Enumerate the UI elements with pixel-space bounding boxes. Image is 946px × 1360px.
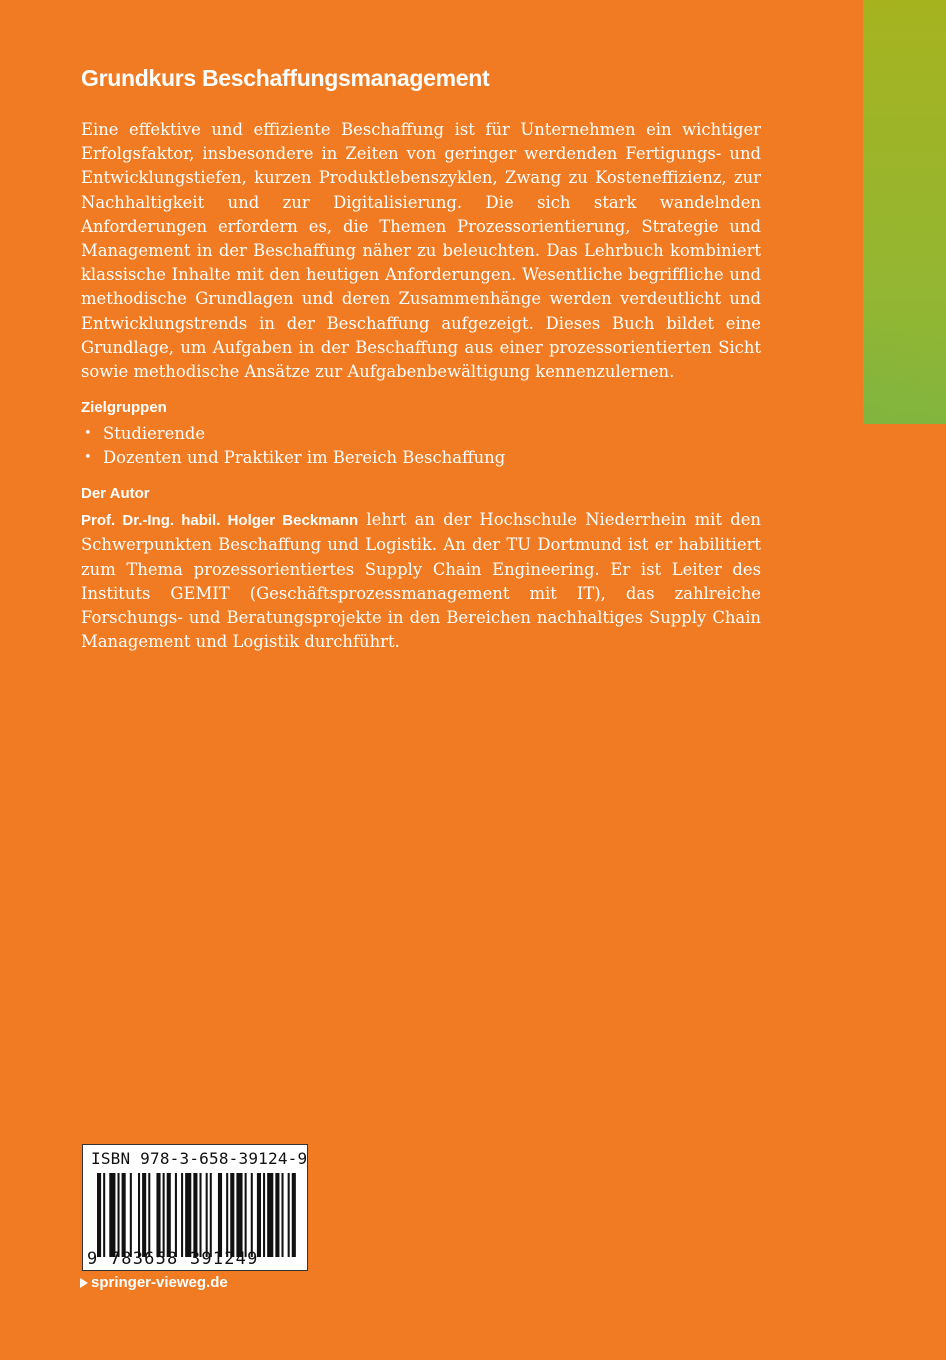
author-bio	[81, 508, 761, 654]
barcode-bar	[175, 1173, 177, 1257]
barcode-bar	[275, 1173, 279, 1257]
barcode-bars	[97, 1173, 297, 1257]
barcode-bar	[218, 1173, 222, 1257]
barcode-bar	[292, 1173, 296, 1257]
barcode-bar	[257, 1173, 261, 1257]
barcode-bar	[206, 1173, 208, 1257]
barcode-bar	[130, 1173, 132, 1257]
list-item: • Dozenten und Praktiker im Bereich Beschaffung	[81, 446, 761, 470]
barcode-bar	[282, 1173, 284, 1257]
back-cover-content	[81, 62, 761, 654]
barcode-bar	[167, 1173, 171, 1257]
barcode-bar	[230, 1173, 234, 1257]
barcode-bar	[193, 1173, 197, 1257]
isbn-label: ISBN 978-3-658-39124-9	[91, 1149, 308, 1168]
barcode-bar	[156, 1173, 160, 1257]
barcode-bar	[138, 1173, 140, 1257]
barcode-bar	[263, 1173, 265, 1257]
ean-digits: 9 783658 391249	[87, 1249, 259, 1269]
barcode-bar	[267, 1173, 273, 1257]
barcode-bar	[288, 1173, 290, 1257]
author-bio-text: lehrt an der Hochschule Niederrhein mit den Schwerpunkten Beschaffung und Logistik. An der TU Dortmund ist er habilitiert zum Thema prozessorientiertes Supply Chain Engineering. Er ist Leiter des Instituts GEMIT (Geschäftsprozessmanagement mit IT), das zahlreiche Forschungs- und Beratungsprojekte in den Bereichen nachhaltiges Supply Chain Management und Logistik durchführt.	[81, 510, 761, 652]
book-description: Eine effektive und effiziente Beschaffung ist für Unternehmen ein wichtiger Erfolgsfaktor, insbesondere in Zeiten von geringer werdenden Fertigungs- und Entwicklungstiefen, kurzen Produktlebenszyklen, Zwang zu Kosteneffizienz, zur Nachhaltigkeit und zur Digitalisierung. Die sich stark wandelnden Anforderungen erfordern es, die Themen Prozessorientierung, Strategie und Management in der Beschaffung näher zu beleuchten. Das Lehrbuch kombiniert klassische Inhalte mit den heutigen Anforderungen. Wesentliche begriffliche und methodische Grundlagen und deren Zusammenhänge werden verdeutlicht und Entwicklungstrends in der Beschaffung aufgezeigt. Dieses Buch bildet eine Grundlage, um Aufgaben in der Beschaffung aus einer prozessorientierten Sicht sowie methodische Ansätze zur Aufgabenbewältigung kennenzulernen.	[81, 120, 761, 382]
barcode-bar	[97, 1173, 101, 1257]
barcode-bar	[210, 1173, 212, 1257]
target-groups-heading: Zielgruppen	[81, 399, 167, 417]
side-color-band	[863, 0, 946, 424]
author-heading: Der Autor	[81, 485, 150, 503]
barcode-bar	[163, 1173, 165, 1257]
publisher-link[interactable]	[80, 1274, 228, 1291]
barcode-bar	[109, 1173, 115, 1257]
barcode-bar	[142, 1173, 146, 1257]
barcode-bar	[236, 1173, 242, 1257]
author-name: Prof. Dr.-Ing. habil. Holger Beckmann	[81, 512, 359, 530]
barcode-bar	[251, 1173, 253, 1257]
book-title: Grundkurs Beschaffungsmanagement	[81, 65, 490, 91]
barcode-bar	[226, 1173, 228, 1257]
publisher-url: springer-vieweg.de	[91, 1274, 228, 1291]
barcode-bar	[118, 1173, 120, 1257]
barcode-bar	[185, 1173, 191, 1257]
barcode-bar	[245, 1173, 247, 1257]
list-item: • Studierende	[81, 422, 761, 446]
barcode	[82, 1144, 308, 1271]
barcode-bar	[181, 1173, 183, 1257]
barcode-bar	[103, 1173, 105, 1257]
barcode-bar	[200, 1173, 202, 1257]
arrow-right-icon	[80, 1278, 88, 1288]
barcode-bar	[122, 1173, 126, 1257]
barcode-bar	[148, 1173, 150, 1257]
target-groups-list	[81, 422, 761, 470]
